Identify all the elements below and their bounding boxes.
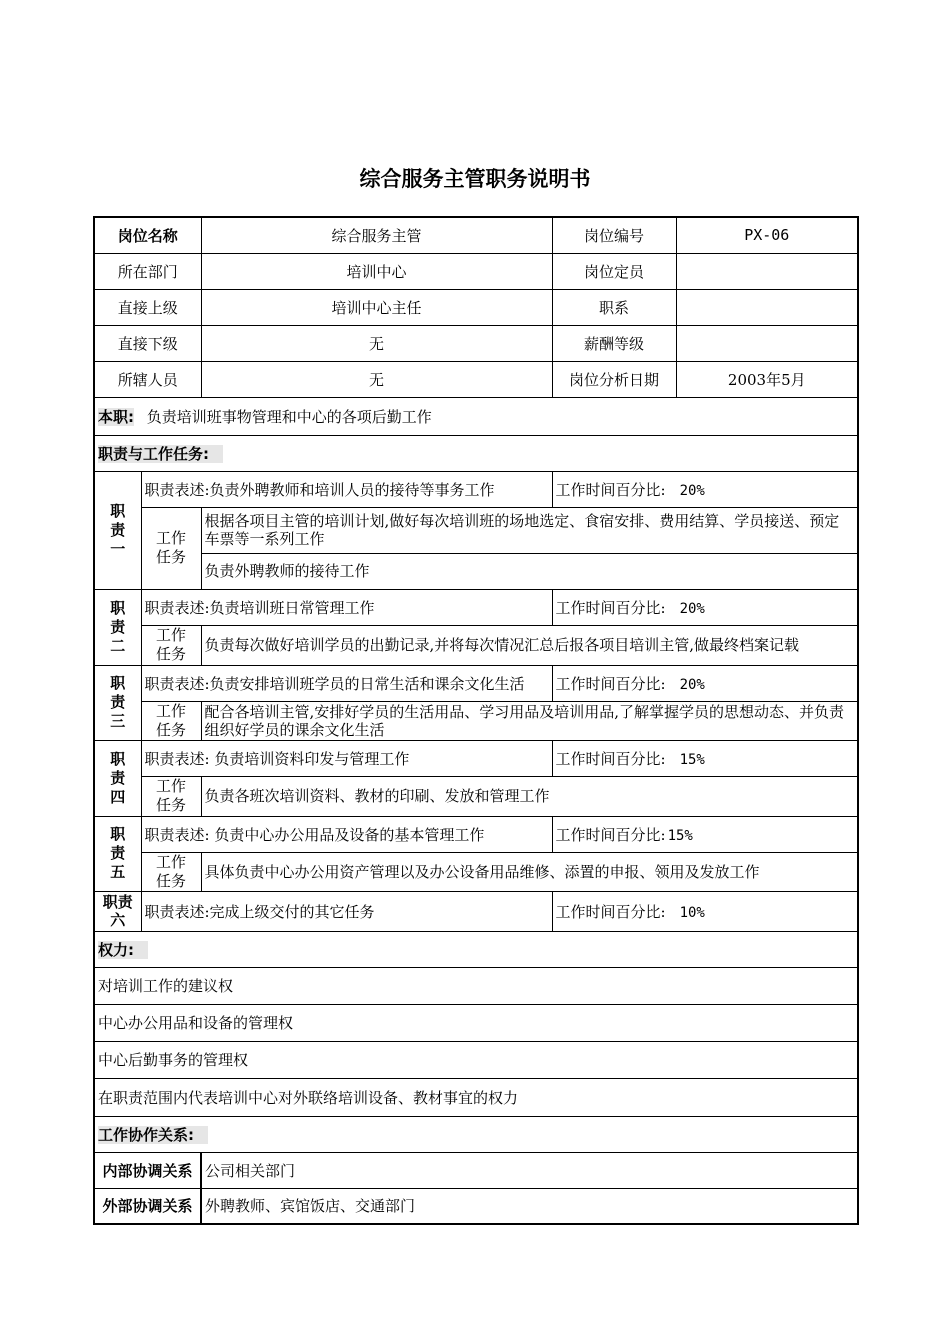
- benzhi-label: 本职:: [98, 407, 134, 426]
- benzhi-row: [94, 397, 858, 435]
- power-heading-row: [94, 931, 858, 967]
- field-value: PX-06: [676, 217, 858, 253]
- internal-relation-label: 内部协调关系: [94, 1152, 201, 1188]
- power-item: 中心办公用品和设备的管理权: [94, 1004, 858, 1041]
- pct-label: 工作时间百分比:: [555, 825, 666, 844]
- benzhi-text: 负责培训班事物管理和中心的各项后勤工作: [146, 407, 432, 426]
- duty-name: [94, 740, 141, 816]
- field-value: 无: [201, 325, 552, 361]
- duty-statement: 职责表述:完成上级交付的其它任务: [141, 891, 552, 931]
- field-label: 所在部门: [94, 253, 201, 289]
- pct-value: 15%: [679, 751, 705, 768]
- header-row: [94, 325, 858, 361]
- pct-label: 工作时间百分比:: [555, 902, 666, 921]
- work-task-label-text: 工作任务: [155, 626, 186, 663]
- power-row: [94, 967, 858, 1004]
- power-item: 中心后勤事务的管理权: [94, 1041, 858, 1078]
- duty-name: [94, 891, 141, 931]
- external-relation-label: 外部协调关系: [94, 1188, 201, 1224]
- power-row: [94, 1041, 858, 1078]
- work-task-label-text: 工作任务: [155, 777, 186, 814]
- duty-name: [94, 816, 141, 891]
- power-row: [94, 1004, 858, 1041]
- field-label: 岗位分析日期: [552, 361, 676, 397]
- duty-name: [94, 471, 141, 589]
- duty-percent: [552, 471, 858, 507]
- pct-value: 20%: [679, 676, 705, 693]
- field-label: 岗位定员: [552, 253, 676, 289]
- duty-task-row: [94, 701, 858, 740]
- relation-row: [94, 1188, 858, 1224]
- task-text: 负责外聘教师的接待工作: [201, 553, 858, 589]
- work-task-label: [141, 852, 201, 891]
- duty-statement-row: [94, 891, 858, 931]
- task-text: 根据各项目主管的培训计划,做好每次培训班的场地选定、食宿安排、费用结算、学员接送、预定车票等一系列工作: [201, 507, 858, 553]
- duty-statement: 职责表述:负责安排培训班学员的日常生活和课余文化生活: [141, 665, 552, 701]
- duty-statement: 职责表述:负责培训班日常管理工作: [141, 589, 552, 625]
- pct-label: 工作时间百分比:: [555, 674, 666, 693]
- duty-percent: [552, 891, 858, 931]
- duty-name: [94, 589, 141, 665]
- duty-name: [94, 665, 141, 740]
- duty-task-row: [94, 852, 858, 891]
- duties-heading: [94, 435, 858, 471]
- task-text: 配合各培训主管,安排好学员的生活用品、学习用品及培训用品,了解掌握学员的思想动态、并负责组织好学员的课余文化生活: [201, 701, 858, 740]
- duty-name-text: 职责二: [110, 598, 126, 655]
- duty-statement: 职责表述: 负责培训资料印发与管理工作: [141, 740, 552, 776]
- duty-statement-row: [94, 471, 858, 507]
- duty-name-text: 职责一: [110, 501, 126, 558]
- duties-heading-text: 职责与工作任务:: [98, 445, 223, 463]
- duty-percent: [552, 816, 858, 852]
- internal-relation-value: 公司相关部门: [201, 1152, 858, 1188]
- pct-value: 20%: [679, 482, 705, 499]
- field-label: 职系: [552, 289, 676, 325]
- duty-task-row: [94, 625, 858, 665]
- header-row: [94, 289, 858, 325]
- task-text: 负责各班次培训资料、教材的印刷、发放和管理工作: [201, 776, 858, 816]
- work-task-label: [141, 507, 201, 589]
- field-value: 培训中心: [201, 253, 552, 289]
- duty-name-text: 职责三: [110, 674, 126, 730]
- field-value: 综合服务主管: [201, 217, 552, 253]
- duty-task-row: [94, 553, 858, 589]
- field-value: 培训中心主任: [201, 289, 552, 325]
- work-task-label: [141, 701, 201, 740]
- work-task-label-text: 工作任务: [155, 852, 186, 890]
- field-label: 直接上级: [94, 289, 201, 325]
- duty-statement: 职责表述: 负责中心办公用品及设备的基本管理工作: [141, 816, 552, 852]
- field-value: [676, 289, 858, 325]
- relations-heading-row: [94, 1116, 858, 1152]
- header-row: [94, 217, 858, 253]
- duty-percent: [552, 665, 858, 701]
- power-heading: [94, 931, 858, 967]
- duty-task-row: [94, 507, 858, 553]
- field-label: 直接下级: [94, 325, 201, 361]
- duty-statement: 职责表述:负责外聘教师和培训人员的接待等事务工作: [141, 471, 552, 507]
- field-value: [676, 325, 858, 361]
- duty-percent: [552, 589, 858, 625]
- work-task-label-text: 工作任务: [155, 701, 186, 739]
- pct-value: 10%: [679, 904, 705, 921]
- pct-value: 15%: [667, 827, 693, 844]
- header-row: [94, 361, 858, 397]
- duty-statement-row: [94, 816, 858, 852]
- page-title: 综合服务主管职务说明书: [359, 167, 591, 191]
- work-task-label: [141, 776, 201, 816]
- field-value: 无: [201, 361, 552, 397]
- task-text: 具体负责中心办公用资产管理以及办公设备用品维修、添置的申报、领用及发放工作: [201, 852, 858, 891]
- pct-label: 工作时间百分比:: [555, 749, 666, 768]
- field-label: 所辖人员: [94, 361, 201, 397]
- power-row: [94, 1078, 858, 1116]
- external-relation-value: 外聘教师、宾馆饭店、交通部门: [201, 1188, 858, 1224]
- duty-task-row: [94, 776, 858, 816]
- header-row: [94, 253, 858, 289]
- task-text: 负责每次做好培训学员的出勤记录,并将每次情况汇总后报各项目培训主管,做最终档案记载: [201, 625, 858, 665]
- duty-name-text: 职责六: [102, 893, 133, 929]
- field-label: 岗位名称: [94, 217, 201, 253]
- relation-row: [94, 1152, 858, 1188]
- field-label: 岗位编号: [552, 217, 676, 253]
- pct-value: 20%: [679, 600, 705, 617]
- job-description-table: [93, 216, 859, 1225]
- power-item: 对培训工作的建议权: [94, 967, 858, 1004]
- pct-label: 工作时间百分比:: [555, 598, 666, 617]
- duty-statement-row: [94, 740, 858, 776]
- work-task-label-text: 工作任务: [155, 529, 186, 566]
- duty-statement-row: [94, 665, 858, 701]
- benzhi-cell: [94, 397, 858, 435]
- duty-percent: [552, 740, 858, 776]
- field-value: 2003年5月: [676, 361, 858, 397]
- power-heading-text: 权力:: [98, 941, 148, 959]
- duty-statement-row: [94, 589, 858, 625]
- duties-heading-row: [94, 435, 858, 471]
- work-task-label: [141, 625, 201, 665]
- field-value: [676, 253, 858, 289]
- duty-name-text: 职责五: [110, 825, 126, 881]
- power-item: 在职责范围内代表培训中心对外联络培训设备、教材事宜的权力: [94, 1078, 858, 1116]
- field-label: 薪酬等级: [552, 325, 676, 361]
- relations-heading: [94, 1116, 858, 1152]
- relations-heading-text: 工作协作关系:: [98, 1126, 208, 1144]
- pct-label: 工作时间百分比:: [555, 480, 666, 499]
- duty-name-text: 职责四: [110, 749, 126, 806]
